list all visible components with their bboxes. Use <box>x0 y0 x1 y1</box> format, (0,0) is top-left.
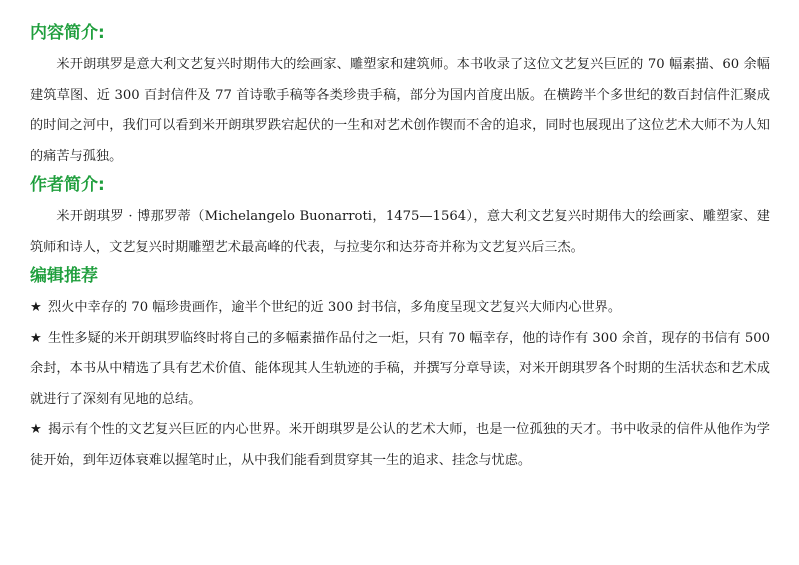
recommend-item <box>30 293 770 324</box>
recommend-item <box>30 415 770 476</box>
author-heading: 作者简介: <box>30 175 105 195</box>
intro-heading: 内容简介: <box>30 23 105 43</box>
document-page <box>30 22 770 478</box>
star-icon: ★ <box>30 422 42 437</box>
author-paragraph: 米开朗琪罗 · 博那罗蒂（Michelangelo Buonarroti，1475—1564），意大利文艺复兴时期伟大的绘画家、雕塑家、建筑师和诗人，文艺复兴时期雕塑艺术最高峰的代表，与拉斐尔和达芬奇并称为文艺复兴后三杰。 <box>30 209 770 255</box>
recommend-item-text: 生性多疑的米开朗琪罗临终时将自己的多幅素描作品付之一炬，只有 70 幅幸存，他的诗作有 300 余首，现存的书信有 500 余封，本书从中精选了具有艺术价值、能体现其人生轨迹的手稿，并撰写分章导读，对米开朗琪罗各个时期的生活状态和艺术成就进行了深刻有见地的总结。 <box>30 330 770 407</box>
intro-section <box>30 22 770 172</box>
recommend-list <box>30 293 770 476</box>
intro-paragraph: 米开朗琪罗是意大利文艺复兴时期伟大的绘画家、雕塑家和建筑师。本书收录了这位文艺复兴巨匠的 70 幅素描、60 余幅建筑草图、近 300 百封信件及 77 首诗歌手稿等各类珍贵手稿，部分为国内首度出版。在横跨半个多世纪的数百封信件汇聚成的时间之河中，我们可以看到米开朗琪罗跌宕起伏的一生和对艺术创作锲而不舍的追求，同时也展现出了这位艺术大师不为人知的痛苦与孤独。 <box>30 57 770 164</box>
star-icon: ★ <box>30 330 42 346</box>
recommend-item-text: 烈火中幸存的 70 幅珍贵画作，逾半个世纪的近 300 封书信，多角度呈现文艺复兴大师内心世界。 <box>48 300 622 315</box>
star-icon: ★ <box>30 300 42 315</box>
recommend-item <box>30 324 770 416</box>
recommend-item-text: 揭示有个性的文艺复兴巨匠的内心世界。米开朗琪罗是公认的艺术大师，也是一位孤独的天才。书中收录的信件从他作为学徒开始，到年迈体衰难以握笔时止，从中我们能看到贯穿其一生的追求、挂念与忧虑。 <box>30 422 770 468</box>
recommend-heading: 编辑推荐 <box>30 266 98 286</box>
recommend-section <box>30 265 770 476</box>
author-section <box>30 174 770 263</box>
